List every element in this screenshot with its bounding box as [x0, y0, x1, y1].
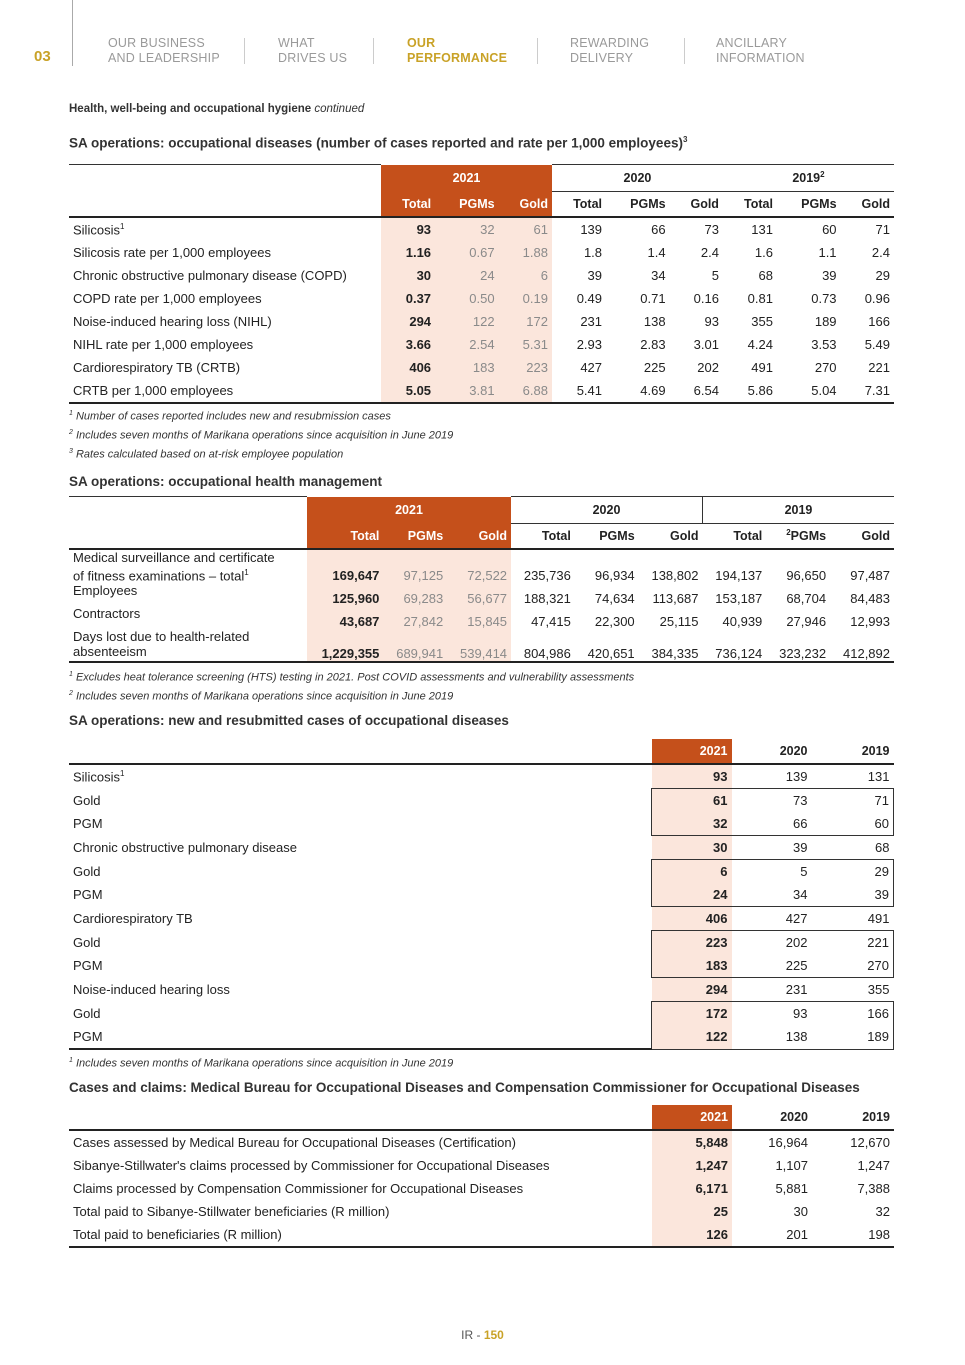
table-cell: 355	[751, 314, 773, 329]
nav-separator	[684, 38, 685, 64]
row-label: Silicosis$^1$	[73, 221, 125, 238]
table-cell: 27,842	[383, 606, 447, 629]
nav-what-drives-us[interactable]: WHAT DRIVES US	[278, 36, 348, 65]
col-total: Total	[511, 524, 575, 550]
table-cell: 1.88	[499, 241, 552, 264]
table-cell: 4.24	[747, 337, 773, 352]
cases-claims-table	[69, 1105, 894, 1248]
table-cell: 194,137	[715, 568, 763, 584]
table-row	[69, 860, 894, 884]
table-cell: 29	[875, 268, 890, 283]
table-cell: 6	[499, 264, 552, 287]
table-cell: 126	[652, 1223, 732, 1247]
table-cell: 25,115	[659, 614, 699, 630]
table-row	[69, 1223, 894, 1247]
table-cell: 225	[643, 360, 666, 375]
table-row	[69, 549, 894, 583]
table-cell: 491	[751, 360, 773, 375]
table-cell: 66	[732, 812, 812, 836]
table-row	[69, 1002, 894, 1026]
nav-divider	[72, 0, 73, 66]
table-cell: 406	[381, 356, 435, 379]
table-cell: 16,964	[768, 1135, 808, 1150]
nav-our-performance[interactable]: OUR PERFORMANCE	[407, 36, 508, 65]
year-2019: 2019	[812, 1105, 894, 1130]
table-cell: 0.19	[499, 287, 552, 310]
table-cell: 24	[435, 264, 499, 287]
row-label: Sibanye-Stillwater's claims processed by Commissioner for Occupational Diseases	[73, 1158, 550, 1173]
table-cell: 73	[704, 222, 719, 237]
table-cell: 60	[812, 812, 894, 836]
year-2020: 2020	[732, 1105, 812, 1130]
table-cell: 131	[867, 769, 890, 784]
col-pgms: PGMs	[575, 524, 639, 550]
col-total: Total	[702, 524, 766, 550]
new-resubmitted-cases-table	[69, 739, 894, 1050]
table-cell: 355	[867, 982, 890, 997]
table-cell: 427	[580, 360, 603, 375]
table-cell: 2.93	[576, 337, 603, 352]
table-cell: 5	[732, 860, 812, 884]
table-cell: 68	[758, 268, 773, 283]
table-cell: 804,986	[511, 629, 575, 662]
footnote: $^1$ Excludes heat tolerance screening (HTS) testing in 2021. Post COVID assessments and vulnerability assessments	[69, 671, 635, 684]
table-cell: 125,960	[307, 583, 383, 606]
table-row	[69, 1154, 894, 1177]
table-cell: 30	[652, 836, 732, 860]
table-cell: 72,522	[447, 549, 511, 583]
footnote: $^2$ Includes seven months of Marikana operations since acquisition in June 2019	[69, 690, 454, 703]
table-cell: 6,171	[652, 1177, 732, 1200]
row-label: Cardiorespiratory TB (CRTB)	[73, 360, 241, 375]
table-cell: 3.81	[435, 379, 499, 403]
row-label: PGM	[73, 958, 103, 974]
year-2019: 2019	[812, 739, 894, 764]
row-label: COPD rate per 1,000 employees	[73, 291, 262, 306]
table-cell: 93	[704, 314, 719, 329]
table-cell: 43,687	[307, 606, 383, 629]
table-cell: 113,687	[652, 591, 699, 607]
row-label: Silicosis rate per 1,000 employees	[73, 245, 271, 260]
table-cell: 2.83	[640, 337, 666, 352]
table-cell: 6	[652, 860, 732, 884]
table-row	[69, 287, 894, 310]
table-cell: 294	[652, 978, 732, 1002]
row-label: Gold	[73, 1005, 101, 1021]
row-label: PGM	[73, 816, 103, 832]
table-cell: 294	[381, 310, 435, 333]
row-label: Noise-induced hearing loss	[73, 982, 230, 997]
year-2021: 2021	[381, 165, 552, 192]
table-cell: 139	[785, 769, 808, 784]
row-label: Cardiorespiratory TB	[73, 911, 193, 926]
table-cell: 225	[732, 954, 812, 978]
table-cell: 25	[652, 1200, 732, 1223]
table-cell: 138	[643, 314, 666, 329]
row-label: Employees	[73, 583, 138, 599]
table-cell: 427	[785, 911, 808, 926]
table-row	[69, 606, 894, 629]
table-row	[69, 1200, 894, 1223]
table-cell: 34	[651, 268, 666, 283]
footnote: $^1$ Includes seven months of Marikana operations since acquisition in June 2019	[69, 1057, 454, 1070]
table-cell: 1,229,355	[307, 629, 383, 662]
table-cell: 32	[875, 1204, 890, 1219]
table-cell: 93	[381, 217, 435, 241]
table-cell: 223	[499, 356, 552, 379]
table-row	[69, 241, 894, 264]
col-total: Total	[552, 192, 606, 218]
table-cell: 39	[793, 840, 808, 855]
table-cell: 231	[580, 314, 603, 329]
table-cell: 172	[652, 1002, 732, 1026]
table-row	[69, 217, 894, 241]
col-pgms: PGMs	[606, 192, 670, 218]
table-cell: 202	[732, 931, 812, 955]
table-row	[69, 789, 894, 813]
table-cell: 1.8	[583, 245, 603, 260]
table-cell: 96,650	[786, 568, 827, 584]
table-cell: 73	[732, 789, 812, 813]
table3-title: SA operations: new and resubmitted cases of occupational diseases	[69, 713, 509, 728]
table-cell: 47,415	[531, 614, 571, 630]
table-cell: 93	[732, 1002, 812, 1026]
table-cell: 0.71	[640, 291, 666, 306]
table-cell: 71	[812, 789, 894, 813]
table-cell: 66	[651, 222, 666, 237]
nav-separator	[373, 38, 374, 64]
table-cell: 96,934	[594, 568, 635, 584]
table-cell: 139	[580, 222, 603, 237]
health-management-table	[69, 496, 894, 663]
row-label: Gold	[73, 934, 101, 950]
row-label: PGM	[69, 1025, 652, 1049]
table-cell: 270	[812, 954, 894, 978]
table-cell: 74,634	[594, 591, 635, 607]
table-cell: 40,939	[722, 614, 763, 630]
table-cell: 1,247	[857, 1158, 890, 1173]
table-cell: 5.04	[777, 379, 841, 403]
table-cell: 3.53	[811, 337, 837, 352]
table-cell: 12,993	[850, 614, 890, 630]
row-label: Noise-induced hearing loss (NIHL)	[73, 314, 272, 329]
table-cell: 384,335	[639, 629, 703, 662]
col-total: Total	[307, 524, 383, 550]
table-cell: 202	[697, 360, 719, 375]
table-cell: 221	[812, 931, 894, 955]
table-cell: 235,736	[523, 568, 571, 584]
col-gold: Gold	[499, 192, 552, 218]
row-label: Gold	[73, 792, 101, 808]
table-row	[69, 836, 894, 860]
table-cell: 30	[381, 264, 435, 287]
table-cell: 0.50	[435, 287, 499, 310]
row-label: Chronic obstructive pulmonary disease	[73, 840, 297, 855]
table-cell: 93	[652, 764, 732, 789]
footnote: $^3$ Rates calculated based on at-risk employee population	[69, 448, 344, 461]
table-row	[69, 1130, 894, 1154]
col-gold: Gold	[841, 192, 894, 218]
table-cell: 97,125	[383, 549, 447, 583]
year-2019: 2019	[702, 497, 894, 524]
table-cell: 24	[652, 883, 732, 907]
table-cell: 7,388	[857, 1181, 890, 1196]
table-cell: 153,187	[715, 591, 763, 607]
row-label: NIHL rate per 1,000 employees	[73, 337, 254, 352]
col-total: Total	[723, 192, 777, 218]
footnote: $^1$ Number of cases reported includes new and resubmission cases	[69, 410, 391, 423]
table-cell: 131	[751, 222, 773, 237]
table-cell: 5.05	[381, 379, 435, 403]
table-row	[69, 931, 894, 955]
year-2021: 2021	[652, 739, 732, 764]
table-cell: 12,670	[850, 1135, 890, 1150]
table-cell: 84,483	[850, 591, 890, 607]
row-label: Chronic obstructive pulmonary disease (COPD)	[73, 268, 347, 283]
table-cell: 61	[499, 217, 552, 241]
table-cell: 3.01	[693, 337, 719, 352]
table-cell: 0.73	[811, 291, 837, 306]
row-label: Cases assessed by Medical Bureau for Occupational Diseases (Certification)	[73, 1135, 516, 1150]
table-cell: 2.4	[700, 245, 719, 260]
footnote: $^2$ Includes seven months of Marikana operations since acquisition in June 2019	[69, 429, 454, 442]
table-cell: 22,300	[594, 614, 635, 630]
table-cell: 0.67	[435, 241, 499, 264]
nav-our-business[interactable]: OUR BUSINESS AND LEADERSHIP	[108, 36, 220, 65]
table-cell: 412,892	[830, 629, 894, 662]
year-2019: 2019$^2$	[723, 165, 894, 192]
year-2020: 2020	[552, 165, 723, 192]
table-cell: 32	[652, 812, 732, 836]
table-cell: 172	[499, 310, 552, 333]
table-cell: 0.49	[576, 291, 603, 306]
nav-rewarding-delivery[interactable]: REWARDING DELIVERY	[570, 36, 650, 65]
table-cell: 231	[785, 982, 808, 997]
table-cell: 223	[652, 931, 732, 955]
table-cell: 56,677	[447, 583, 511, 606]
table-cell: 689,941	[383, 629, 447, 662]
table-row	[69, 356, 894, 379]
year-2020: 2020	[511, 497, 702, 524]
table-cell: 39	[822, 268, 837, 283]
table-cell: 29	[812, 860, 894, 884]
table-row	[69, 954, 894, 978]
col-gold: Gold	[639, 524, 703, 550]
table-cell: 189	[814, 314, 837, 329]
table-row	[69, 333, 894, 356]
table-cell: 7.31	[841, 379, 894, 403]
year-2021: 2021	[652, 1105, 732, 1130]
table-cell: 5,881	[775, 1181, 808, 1196]
table-cell: 169,647	[307, 549, 383, 583]
col-gold: Gold	[447, 524, 511, 550]
table-row	[69, 583, 894, 606]
table-row	[69, 379, 894, 403]
table-cell: 138,802	[651, 568, 699, 584]
table-cell: 1,107	[775, 1158, 808, 1173]
table-cell: 188,321	[523, 591, 571, 607]
page-number: IR - 150	[461, 1328, 504, 1342]
table-cell: 3.66	[381, 333, 435, 356]
table-cell: 61	[652, 789, 732, 813]
occupational-diseases-table	[69, 164, 894, 404]
nav-separator	[537, 38, 538, 64]
table-row	[69, 907, 894, 931]
table-cell: 122	[652, 1025, 732, 1049]
table-cell: 2.54	[435, 333, 499, 356]
row-label: Claims processed by Compensation Commissioner for Occupational Diseases	[73, 1181, 524, 1196]
table-row	[69, 629, 894, 662]
col-pgms: PGMs	[435, 192, 499, 218]
table-row	[69, 812, 894, 836]
table-cell: 69,283	[383, 583, 447, 606]
table-row	[69, 978, 894, 1002]
row-label: PGM	[73, 887, 103, 903]
table-cell: 5.31	[499, 333, 552, 356]
subheader: Health, well-being and occupational hygiene continued	[69, 103, 365, 115]
table-cell: 1.4	[647, 245, 666, 260]
table2-title: SA operations: occupational health management	[69, 474, 383, 489]
table-cell: 6.88	[499, 379, 552, 403]
col-pgms: PGMs	[777, 192, 841, 218]
row-label: Days lost due to health-related absenteeism	[69, 629, 307, 662]
table-cell: 406	[652, 907, 732, 931]
table-cell: 4.69	[606, 379, 670, 403]
table-cell: 5,848	[652, 1130, 732, 1154]
table-cell: 183	[435, 356, 499, 379]
table-cell: 5.49	[864, 337, 890, 352]
table-cell: 1.6	[754, 245, 773, 260]
table-cell: 97,487	[850, 568, 890, 584]
year-2020: 2020	[732, 739, 812, 764]
table-row	[69, 764, 894, 789]
table-cell: 183	[652, 954, 732, 978]
col-gold: Gold	[830, 524, 894, 550]
row-label: Medical surveillance and certificate of fitness examinations – total$^1$	[73, 550, 275, 584]
table-cell: 138	[732, 1025, 812, 1049]
table-row	[69, 264, 894, 287]
table-cell: 1.16	[381, 241, 435, 264]
col-gold: Gold	[670, 192, 723, 218]
table-cell: 1,247	[652, 1154, 732, 1177]
table-cell: 166	[868, 314, 890, 329]
row-label: Total paid to Sibanye-Stillwater beneficiaries (R million)	[73, 1204, 390, 1219]
table-cell: 2.4	[871, 245, 890, 260]
table-cell: 0.96	[864, 291, 890, 306]
nav-ancillary-information[interactable]: ANCILLARY INFORMATION	[716, 36, 805, 65]
table-cell: 122	[435, 310, 499, 333]
year-2021: 2021	[307, 497, 511, 524]
table-cell: 0.16	[693, 291, 719, 306]
section-number: 03	[34, 48, 51, 65]
col-pgms: $^2$PGMs	[766, 524, 830, 550]
table-cell: 323,232	[766, 629, 830, 662]
table-cell: 1.1	[818, 245, 837, 260]
table-cell: 39	[587, 268, 603, 283]
row-label: Total paid to beneficiaries (R million)	[69, 1223, 652, 1247]
table-cell: 5.41	[552, 379, 606, 403]
table-cell: 60	[822, 222, 837, 237]
table-cell: 539,414	[447, 629, 511, 662]
table-cell: 68	[875, 840, 890, 855]
row-label: Silicosis$^1$	[73, 769, 125, 785]
table-cell: 30	[793, 1204, 808, 1219]
table-cell: 27,946	[786, 614, 827, 630]
table-cell: 39	[812, 883, 894, 907]
table-cell: 198	[812, 1223, 894, 1247]
table-row	[69, 1177, 894, 1200]
col-pgms: PGMs	[383, 524, 447, 550]
nav-separator	[244, 38, 245, 64]
table-cell: 201	[732, 1223, 812, 1247]
table1-title: SA operations: occupational diseases (number of cases reported and rate per 1,000 employees)$^3$	[69, 135, 688, 151]
table-cell: 221	[868, 360, 890, 375]
table-cell: 270	[814, 360, 837, 375]
table4-title: Cases and claims: Medical Bureau for Occupational Diseases and Compensation Commissioner for Occupational Diseases	[69, 1080, 860, 1095]
table-cell: 6.54	[670, 379, 723, 403]
table-cell: 34	[732, 883, 812, 907]
table-cell: 32	[435, 217, 499, 241]
table-cell: 166	[812, 1002, 894, 1026]
table-cell: 420,651	[575, 629, 639, 662]
col-total: Total	[381, 192, 435, 218]
table-cell: 5.86	[723, 379, 777, 403]
table-cell: 189	[812, 1025, 894, 1049]
row-label: Contractors	[73, 606, 141, 622]
table-cell: 68,704	[786, 591, 827, 607]
row-label: CRTB per 1,000 employees	[69, 379, 381, 403]
table-cell: 0.37	[381, 287, 435, 310]
table-row	[69, 883, 894, 907]
table-row	[69, 1025, 894, 1049]
table-cell: 736,124	[702, 629, 766, 662]
table-cell: 491	[867, 911, 890, 926]
table-cell: 71	[875, 222, 890, 237]
table-cell: 15,845	[447, 606, 511, 629]
table-cell: 5	[711, 268, 719, 283]
row-label: Gold	[73, 863, 101, 879]
table-cell: 0.81	[747, 291, 773, 306]
table-row	[69, 310, 894, 333]
